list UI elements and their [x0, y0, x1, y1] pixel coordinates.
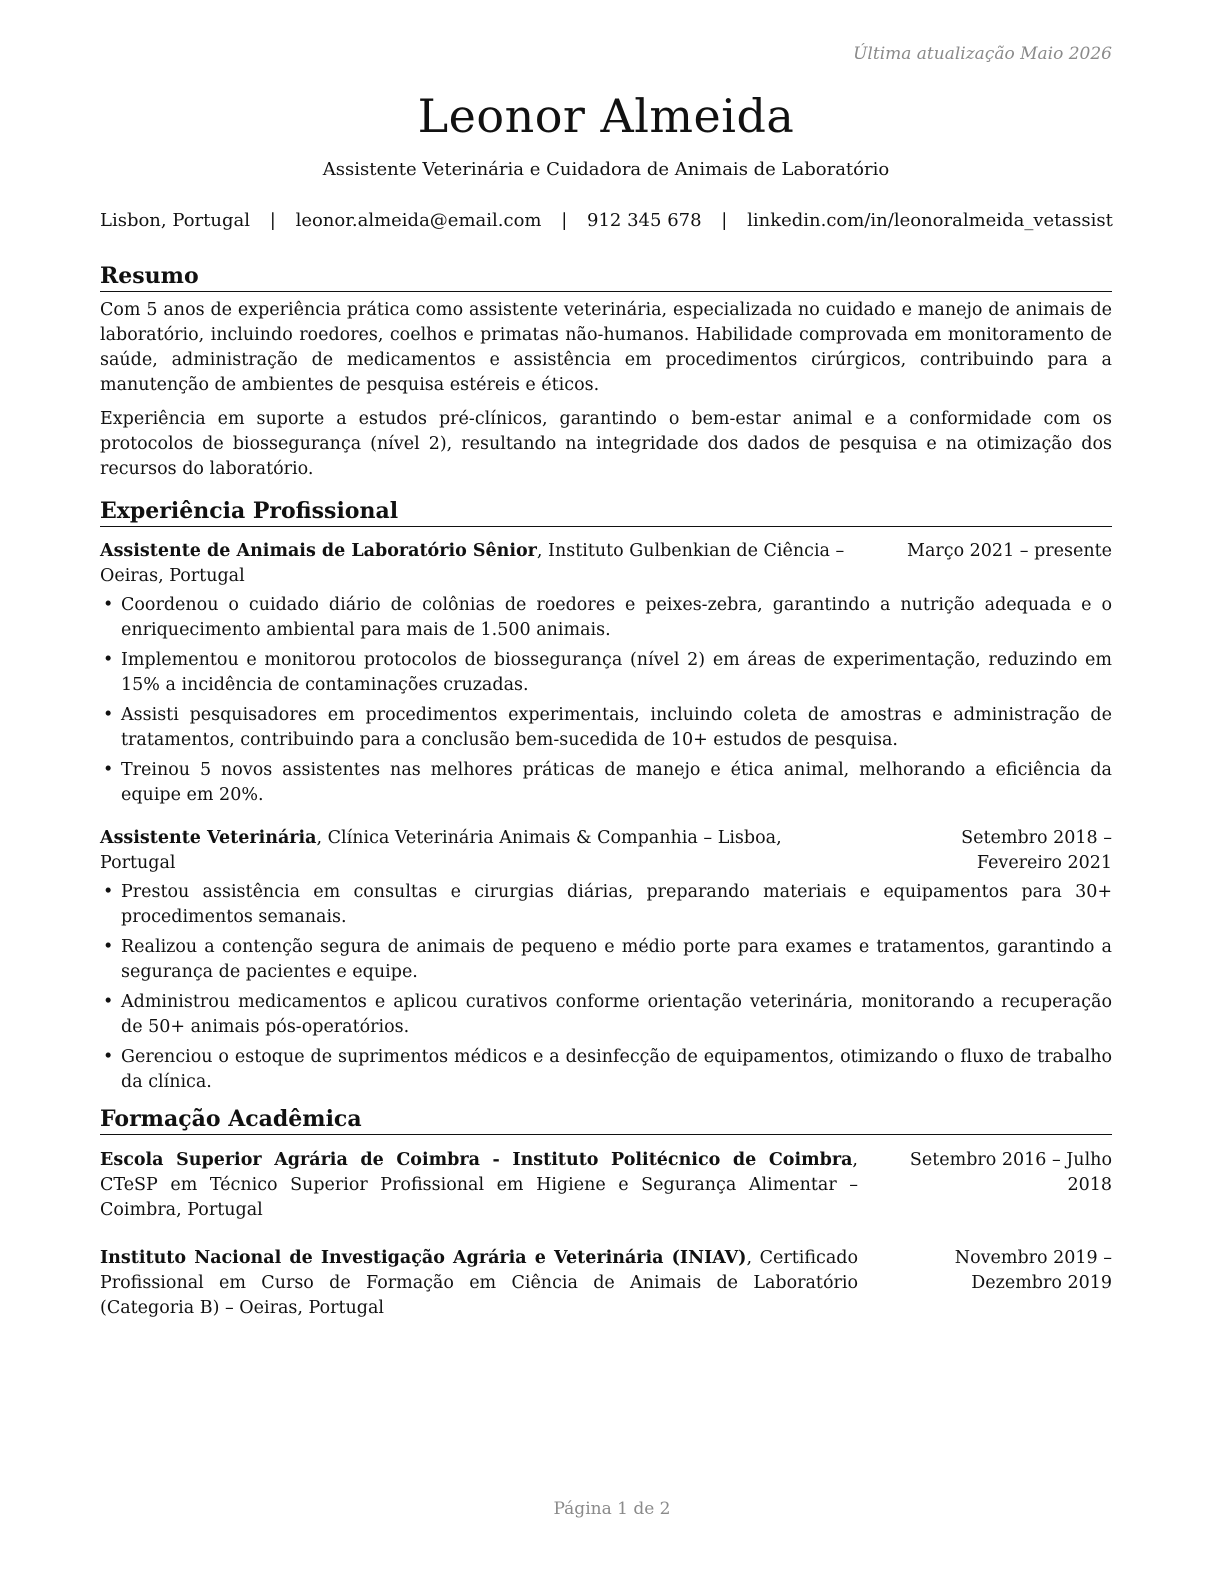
job-bullet-list [100, 880, 1112, 1095]
job-organization: , Clínica Veterinária Animais & Companhia – Lisboa, Portugal [100, 828, 782, 873]
education-dates: Novembro 2019 – Dezembro 2019 [954, 1248, 1112, 1293]
job-header [100, 826, 1112, 876]
job-dates: Setembro 2018 – Fevereiro 2021 [961, 828, 1112, 873]
job-organization: , Instituto Gulbenkian de Ciência – Oeiras, Portugal [100, 541, 845, 586]
education-school: Escola Superior Agrária de Coimbra - Instituto Politécnico de Coimbra [100, 1150, 853, 1170]
job-title-line [100, 826, 872, 876]
contact-linkedin[interactable]: linkedin.com/in/leonoralmeida_vetassist [747, 210, 1113, 231]
summary-paragraph: Experiência em suporte a estudos pré-clínicos, garantindo o bem-estar animal e a conformidade com os protocolos de biossegurança (nível 2), resultando na integridade dos dados de pesquisa e na otimização dos recursos do laboratório. [100, 409, 1112, 479]
job-bullet: • Gerenciou o estoque de suprimentos médicos e a desinfecção de equipamentos, otimizando o fluxo de trabalho da clínica. [100, 1045, 1112, 1095]
job-bullet: • Treinou 5 novos assistentes nas melhores práticas de manejo e ética animal, melhorando a eficiência da equipe em 20%. [100, 758, 1112, 808]
job-entry [100, 826, 1112, 1095]
job-bullet-list [100, 593, 1112, 808]
contact-phone: 912 345 678 [587, 210, 702, 231]
resume-page [100, 40, 1112, 1321]
job-bullet: • Implementou e monitorou protocolos de biossegurança (nível 2) em áreas de experimentação, reduzindo em 15% a incidência de contaminações cruzadas. [100, 648, 1112, 698]
section-title-experience: Experiência Profissional [100, 497, 1112, 527]
job-bullet: • Administrou medicamentos e aplicou curativos conforme orientação veterinária, monitorando a recuperação de 50+ animais pós-operatórios. [100, 990, 1112, 1040]
candidate-name: Leonor Almeida [417, 89, 795, 143]
job-bullet: • Assisti pesquisadores em procedimentos experimentais, incluindo coleta de amostras e administração de tratamentos, contribuindo para a conclusão bem-sucedida de 10+ estudos de pesquisa. [100, 703, 1112, 753]
page-number: Página 1 de 2 [553, 1499, 671, 1519]
section-title-education: Formação Acadêmica [100, 1105, 1112, 1135]
section-title-summary: Resumo [100, 262, 1112, 292]
job-bullet: • Prestou assistência em consultas e cirurgias diárias, preparando materiais e equipamentos para 30+ procedimentos semanais. [100, 880, 1112, 930]
last-updated: Última atualização Maio 2026 [853, 44, 1112, 64]
job-header [100, 539, 1112, 589]
education-line [100, 1246, 882, 1321]
contact-line [100, 208, 1112, 234]
education-dates: Setembro 2016 – Julho 2018 [909, 1150, 1112, 1195]
contact-separator: | [269, 210, 276, 231]
job-role: Assistente Veterinária [100, 828, 317, 848]
education-school: Instituto Nacional de Investigação Agrária e Veterinária (INIAV) [100, 1248, 747, 1268]
education-line [100, 1148, 882, 1223]
summary-paragraph: Com 5 anos de experiência prática como assistente veterinária, especializada no cuidado e manejo de animais de laboratório, incluindo roedores, coelhos e primatas não-humanos. Habilidade comprovada em monitoramento de saúde, administração de medicamentos e assistência em procedimentos cirúrgicos, contribuindo para a manutenção de ambientes de pesquisa estéreis e éticos. [100, 300, 1112, 395]
education-header [100, 1246, 1112, 1321]
job-bullet: • Coordenou o cuidado diário de colônias de roedores e peixes-zebra, garantindo a nutrição adequada e o enriquecimento ambiental para mais de 1.500 animais. [100, 593, 1112, 643]
contact-separator: | [561, 210, 568, 231]
education-entry [100, 1246, 1112, 1321]
job-dates: Março 2021 – presente [907, 541, 1112, 561]
education-detail: , CTeSP em Técnico Superior Profissional em Higiene e Segurança Alimentar – Coimbra, Portugal [100, 1150, 858, 1220]
job-entry [100, 539, 1112, 808]
contact-separator: | [721, 210, 728, 231]
job-title-line [100, 539, 907, 589]
contact-location: Lisbon, Portugal [100, 210, 251, 231]
education-detail: , Certificado Profissional em Curso de Formação em Ciência de Animais de Laboratório (Categoria B) – Oeiras, Portugal [100, 1248, 858, 1318]
job-title: Assistente Veterinária e Cuidadora de Animais de Laboratório [322, 159, 890, 180]
education-header [100, 1148, 1112, 1223]
education-entry [100, 1148, 1112, 1223]
contact-email[interactable]: leonor.almeida@email.com [295, 210, 542, 231]
job-bullet: • Realizou a contenção segura de animais de pequeno e médio porte para exames e tratamentos, garantindo a segurança de pacientes e equipe. [100, 935, 1112, 985]
job-role: Assistente de Animais de Laboratório Sênior [100, 541, 537, 561]
